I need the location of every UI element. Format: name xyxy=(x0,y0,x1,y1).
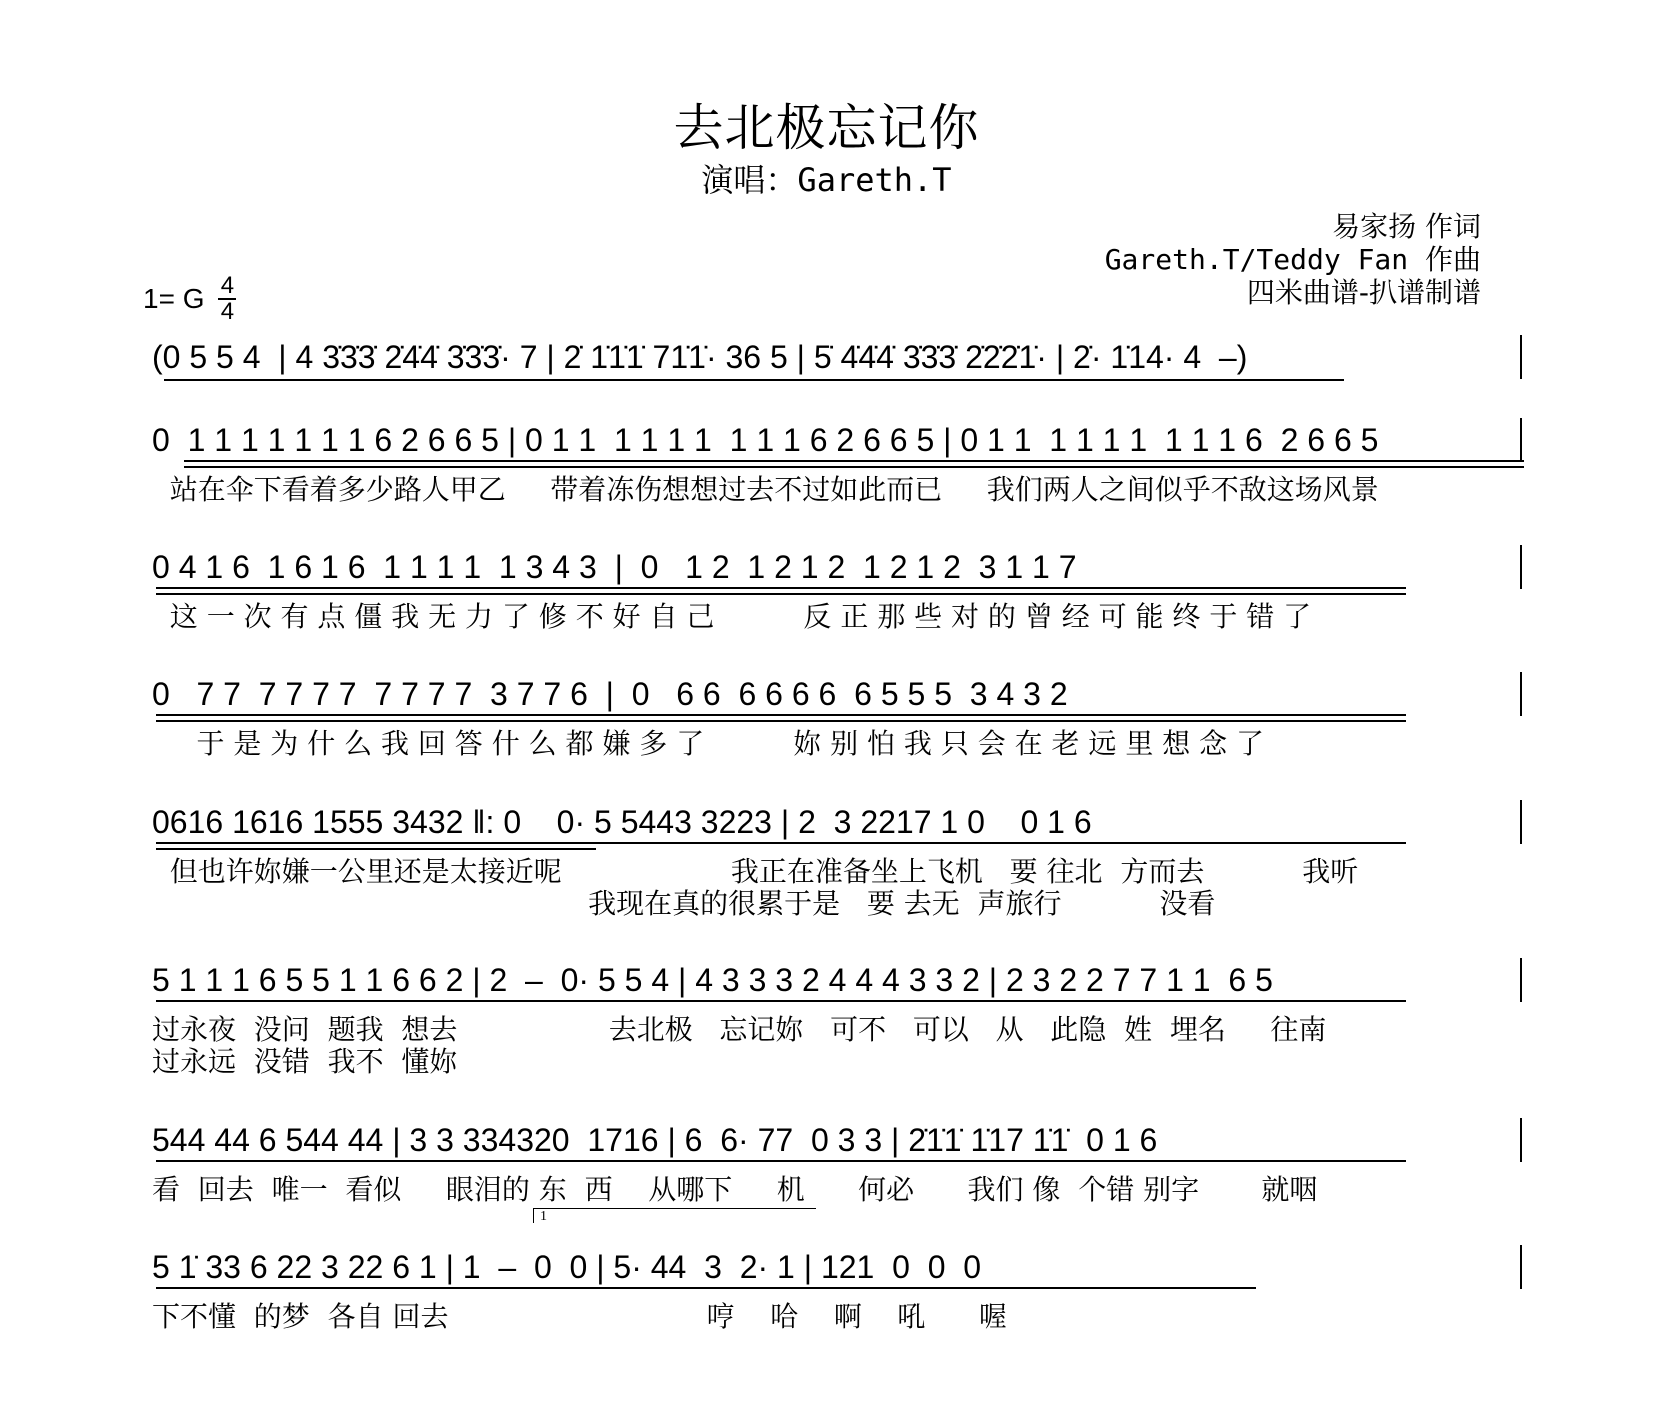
lyrics-line: 站在伞下看着多少路人甲乙 带着冻伤想想过去不过如此而已 我们两人之间似乎不敌这场风景 xyxy=(152,473,1379,506)
lyricist-credit: 易家扬 作词 xyxy=(1332,210,1481,243)
singer-credit: 演唱：Gareth.T xyxy=(701,161,952,199)
score-row-2 xyxy=(152,418,1522,508)
notation-line: 0 1 1 1 1 1 1 1 6 2 6 6 5 | 0 1 1 1 1 1 1 1 1 1 6 2 6 6 5 | 0 1 1 1 1 1 1 1 1 1 6 2 6 6 5 xyxy=(152,422,1379,458)
notation-line: (0 5 5 4 | 4 3̇3̇3̇ 2̇4̇4̇ 3̇3̇3̇· 7 | 2̇ 1̇1̇1̇ 71̇1̇· 36 5 | 5̇ 4̇4̇4̇ 3̇3̇3̇ 2̇2̇2̇1̇· | 2̇· 1̇14· 4 –) xyxy=(152,339,1248,375)
notation-line: 0 4 1 6 1 6 1 6 1 1 1 1 1 3 4 3 | 0 1 2 1 2 1 2 1 2 1 2 3 1 1 7 xyxy=(152,549,1077,585)
lyrics-line: 看 回去 唯一 看似 眼泪的 东 西 从哪下 机 何必 我们 像 个错 别字 就咽 xyxy=(152,1173,1318,1206)
lyrics-line: 这 一 次 有 点 僵 我 无 力 了 修 不 好 自 己 反 正 那 些 对 的 曾 经 可 能 终 于 错 了 xyxy=(152,600,1312,633)
lyrics-line-verse-1: 但也许妳嫌一公里还是太接近呢 我正在准备坐上飞机 要 往北 方而去 我听 xyxy=(152,855,1359,888)
lyrics-line: 于 是 为 什 么 我 回 答 什 么 都 嫌 多 了 妳 别 怕 我 只 会 在 老 远 里 想 念 了 xyxy=(152,727,1265,760)
notation-line: 0 7 7 7 7 7 7 7 7 7 7 3 7 7 6 | 0 6 6 6 6 6 6 6 5 5 5 3 4 3 2 xyxy=(152,676,1068,712)
credits-block xyxy=(1105,210,1481,309)
lyrics-line-verse-2: 我现在真的很累于是 要 去无 声旅行 没看 xyxy=(152,887,1216,920)
lyrics-line-verse-2: 过永远 没错 我不 懂妳 xyxy=(152,1045,458,1078)
transcriber-credit: 四米曲谱-扒谱制谱 xyxy=(1246,276,1481,309)
notation-line: 5 1 1 1 6 5 5 1 1 6 6 2 | 2 – 0· 5 5 4 | 4 3 3 3 2 4 4 4 3 3 2 | 2 3 2 2 7 7 1 1 6 5 xyxy=(152,962,1273,998)
score-row-1 xyxy=(152,335,1522,385)
key-label: 1= G xyxy=(143,283,205,314)
score-row-8 xyxy=(152,1245,1522,1335)
score-row-6 xyxy=(152,958,1522,1078)
score-row-4 xyxy=(152,672,1522,762)
notation-line: 5 1̇ 33 6 22 3 22 6 1 | 1 – 0 0 | 5· 44 3 2· 1 | 121 0 0 0 xyxy=(152,1249,982,1285)
volta-label: 1 xyxy=(540,1209,547,1224)
song-title: 去北极忘记你 xyxy=(673,99,980,157)
score-row-3 xyxy=(152,545,1522,635)
time-sig-bottom: 4 xyxy=(220,298,235,325)
lyrics-line: 下不懂 的梦 各自 回去 哼 哈 啊 吼 喔 xyxy=(152,1300,1007,1333)
composer-credit: Gareth.T/Teddy Fan 作曲 xyxy=(1104,243,1481,276)
volta-bracket-1 xyxy=(533,1208,816,1223)
time-sig-top: 4 xyxy=(220,272,235,299)
lyrics-line-verse-1: 过永夜 没问 题我 想去 去北极 忘记妳 可不 可以 从 此隐 姓 埋名 往南 xyxy=(152,1013,1327,1046)
time-signature xyxy=(218,272,236,325)
score-row-5 xyxy=(152,800,1522,920)
notation-line: 0616 1616 1555 3432 ‖: 0 0· 5 5443 3223 | 2 3 2217 1 0 0 1 6 xyxy=(152,804,1092,840)
score-row-7 xyxy=(152,1118,1522,1208)
notation-line: 544 44 6 544 44 | 3 3 334320 1716 | 6 6· 77 0 3 3 | 2̇1̇1̇ 1̇17 1̇1̇ 0 1 6 xyxy=(152,1122,1158,1158)
key-signature xyxy=(143,272,236,325)
